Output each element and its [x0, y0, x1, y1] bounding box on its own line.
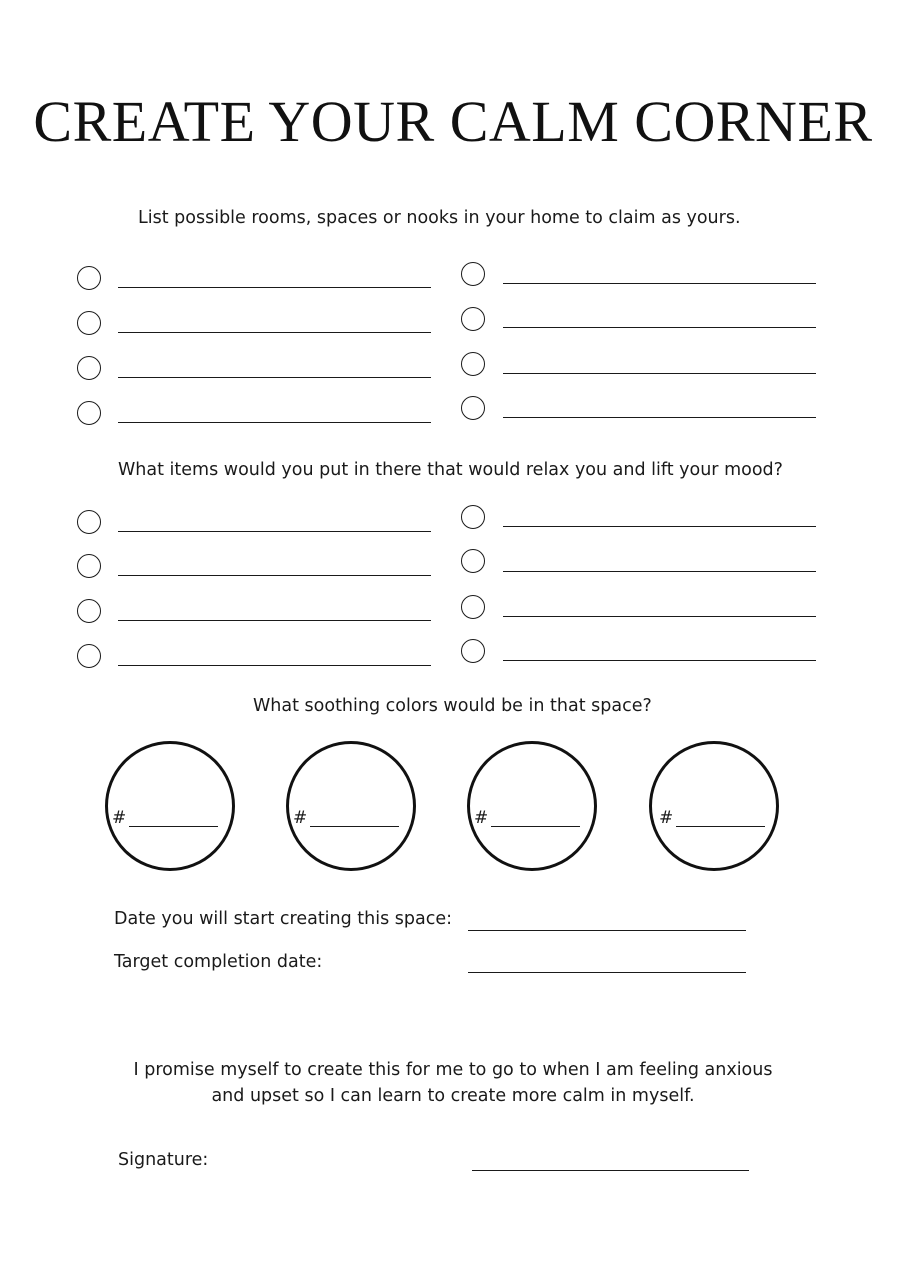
item-checkbox-3[interactable]	[77, 599, 101, 623]
start-date-label: Date you will start creating this space:	[114, 909, 453, 929]
room-checkbox-6[interactable]	[461, 307, 485, 331]
items-prompt: What items would you put in there that would relax you and lift your mood?	[118, 460, 783, 480]
item-entry-line-1[interactable]	[118, 531, 431, 532]
target-date-label: Target completion date:	[114, 952, 323, 972]
color-circle-4	[649, 741, 779, 871]
room-checkbox-4[interactable]	[77, 401, 101, 425]
item-checkbox-4[interactable]	[77, 644, 101, 668]
item-checkbox-5[interactable]	[461, 505, 485, 529]
target-date-line[interactable]	[468, 972, 746, 973]
start-date-line[interactable]	[468, 930, 746, 931]
hash-label-2: #	[293, 808, 308, 828]
room-entry-line-6[interactable]	[503, 327, 816, 328]
item-entry-line-7[interactable]	[503, 616, 816, 617]
item-entry-line-6[interactable]	[503, 571, 816, 572]
item-entry-line-3[interactable]	[118, 620, 431, 621]
color-code-line-4[interactable]	[676, 826, 765, 827]
room-entry-line-5[interactable]	[503, 283, 816, 284]
room-checkbox-1[interactable]	[77, 266, 101, 290]
item-entry-line-2[interactable]	[118, 575, 431, 576]
room-entry-line-7[interactable]	[503, 373, 816, 374]
color-circle-3	[467, 741, 597, 871]
color-code-line-1[interactable]	[129, 826, 218, 827]
promise-line-1: I promise myself to create this for me to go to when I am feeling anxious	[133, 1060, 773, 1080]
room-checkbox-2[interactable]	[77, 311, 101, 335]
hash-label-3: #	[474, 808, 489, 828]
room-checkbox-7[interactable]	[461, 352, 485, 376]
item-entry-line-5[interactable]	[503, 526, 816, 527]
room-entry-line-4[interactable]	[118, 422, 431, 423]
item-entry-line-8[interactable]	[503, 660, 816, 661]
hash-label-4: #	[659, 808, 674, 828]
item-checkbox-2[interactable]	[77, 554, 101, 578]
room-entry-line-2[interactable]	[118, 332, 431, 333]
page-title: CREATE YOUR CALM CORNER	[33, 89, 873, 154]
item-checkbox-7[interactable]	[461, 595, 485, 619]
signature-label: Signature:	[118, 1150, 209, 1170]
color-circle-1	[105, 741, 235, 871]
rooms-prompt: List possible rooms, spaces or nooks in your home to claim as yours.	[138, 208, 741, 228]
room-checkbox-8[interactable]	[461, 396, 485, 420]
promise-line-2: and upset so I can learn to create more calm in myself.	[211, 1086, 695, 1106]
room-entry-line-3[interactable]	[118, 377, 431, 378]
signature-line[interactable]	[472, 1170, 749, 1171]
room-entry-line-1[interactable]	[118, 287, 431, 288]
item-checkbox-6[interactable]	[461, 549, 485, 573]
promise-text	[0, 1057, 906, 1109]
room-checkbox-3[interactable]	[77, 356, 101, 380]
item-entry-line-4[interactable]	[118, 665, 431, 666]
color-code-line-3[interactable]	[491, 826, 580, 827]
color-circle-2	[286, 741, 416, 871]
colors-prompt: What soothing colors would be in that space?	[253, 696, 652, 716]
color-code-line-2[interactable]	[310, 826, 399, 827]
item-checkbox-1[interactable]	[77, 510, 101, 534]
room-entry-line-8[interactable]	[503, 417, 816, 418]
item-checkbox-8[interactable]	[461, 639, 485, 663]
room-checkbox-5[interactable]	[461, 262, 485, 286]
hash-label-1: #	[112, 808, 127, 828]
